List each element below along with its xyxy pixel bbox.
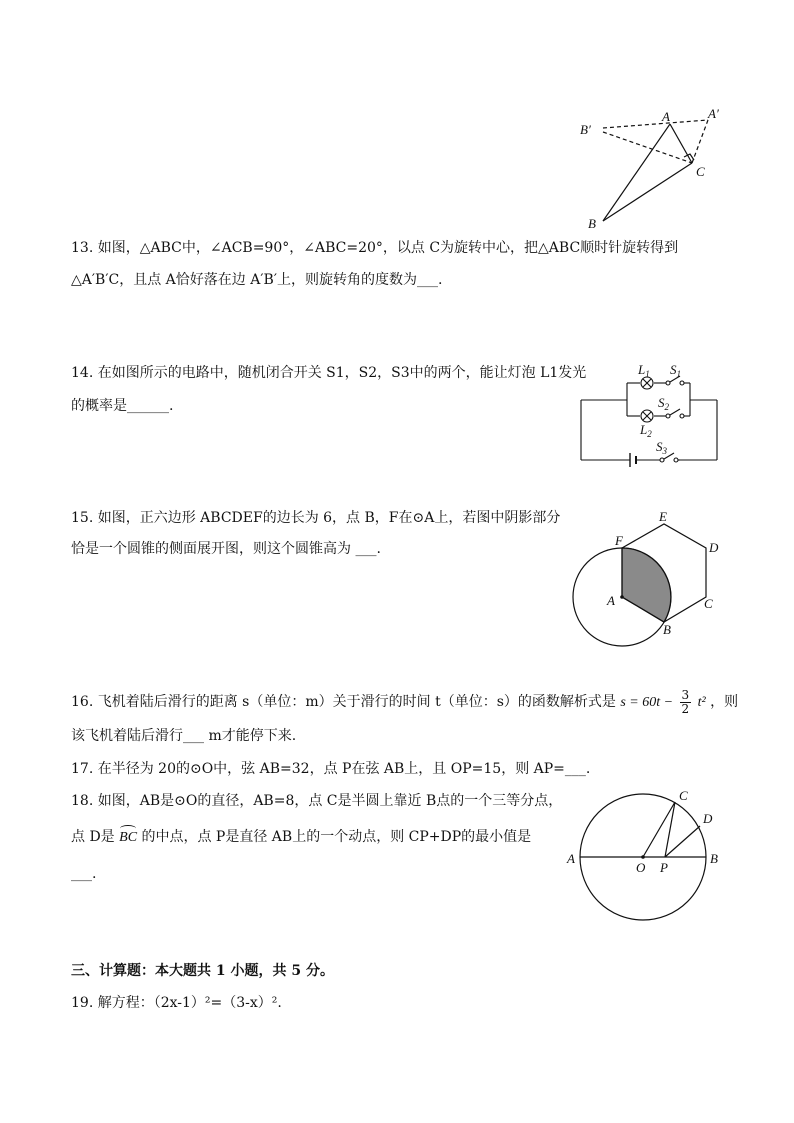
question-16-text-a: 16. 飞机着陆后滑行的距离 s（单位：m）关于滑行的时间 t（单位：s）的函数解析式是 — [71, 694, 616, 710]
segment-a2-c-dashed — [692, 120, 708, 163]
lamp-l2-icon — [641, 410, 653, 422]
segment-pc — [665, 802, 675, 857]
segment-b2-c-dashed — [603, 132, 692, 163]
question-18-text-a: 点 D是 — [71, 829, 115, 845]
question-15-line-1: 15. 如图，正六边形 ABCDEF的边长为 6，点 B，F在⊙A上，若图中阴影部分 — [71, 510, 561, 526]
fraction-denominator: 2 — [681, 701, 690, 716]
question-18-line-3: ___. — [71, 866, 97, 882]
question-16-text-b: ，则 — [710, 694, 739, 710]
circle-a — [573, 548, 671, 646]
label-b-prime: B′ — [580, 122, 591, 137]
question-13-line-1: 13. 如图，△ABC中，∠ACB=90°，∠ABC=20°，以点 C为旋转中心，把△ABC顺时针旋转得到 — [71, 240, 679, 256]
question-15-line-2: 恰是一个圆锥的侧面展开图，则这个圆锥高为 ___. — [71, 541, 381, 557]
label-f: F — [615, 533, 623, 548]
label-s2: $S_2$ — [658, 395, 669, 412]
label-o: O — [636, 860, 646, 875]
label-e: E — [659, 509, 667, 524]
label-a: A — [662, 109, 670, 124]
label-b: B — [663, 622, 671, 637]
lamp-l1-icon — [641, 377, 653, 389]
segment-ba — [603, 124, 670, 221]
label-b: B — [588, 216, 596, 231]
question-19-line-1: 19. 解方程：（2x-1）²=（3-x）². — [71, 995, 282, 1011]
question-14-line-1: 14. 在如图所示的电路中，随机闭合开关 S1，S2，S3中的两个，能让灯泡 L1发光 — [71, 365, 587, 381]
shaded-sector — [622, 548, 671, 622]
label-s3: $S_3$ — [656, 439, 667, 456]
question-18-text-b: 的中点，点 P是直径 AB上的一个动点，则 CP+DP的最小值是 — [141, 829, 532, 845]
label-a-prime: A′ — [708, 106, 719, 121]
section-3-title: 三、计算题：本大题共 1 小题，共 5 分。 — [71, 963, 334, 979]
segment-pd — [665, 826, 700, 857]
label-c: C — [696, 164, 705, 179]
label-s1: $S_1$ — [670, 362, 681, 379]
question-18-line-2 — [71, 827, 531, 848]
segment-b2-a2-dashed — [603, 120, 708, 128]
label-c: C — [704, 596, 713, 611]
right-angle-mark-c — [684, 154, 694, 160]
question-17-line-1: 17. 在半径为 20的⊙O中，弦 AB=32，点 P在弦 AB上，且 OP=15，则 AP=___. — [71, 761, 591, 777]
question-13-line-2: △A′B′C，且点 A恰好落在边 A′B′上，则旋转角的度数为___. — [71, 272, 443, 288]
segment-ac — [670, 124, 692, 163]
formula-right: t² — [697, 695, 706, 710]
label-d: D — [709, 540, 719, 555]
label-l1: $L_1$ — [638, 362, 650, 379]
circle-o — [580, 794, 706, 920]
label-l2: $L_2$ — [640, 422, 652, 439]
label-a: A — [607, 593, 615, 608]
formula-left: s = 60t − — [620, 695, 674, 710]
hexagon-abcdef — [622, 524, 706, 622]
question-14-line-2: 的概率是______. — [71, 398, 174, 414]
segment-oc — [643, 802, 675, 857]
question-16-line-1 — [71, 688, 738, 717]
question-18-line-1: 18. 如图，AB是⊙O的直径，AB=8，点 C是半圆上靠近 B点的一个三等分点， — [71, 793, 563, 809]
label-c: C — [679, 788, 688, 803]
arc-bc: BC — [119, 828, 137, 848]
fraction-numerator: 3 — [681, 687, 690, 702]
label-d: D — [703, 811, 713, 826]
fraction — [680, 689, 692, 716]
label-b: B — [710, 851, 718, 866]
segment-bc — [603, 163, 692, 221]
label-p: P — [660, 860, 668, 875]
label-a: A — [567, 851, 575, 866]
question-16-line-2: 该飞机着陆后滑行___ m才能停下来. — [71, 728, 297, 744]
